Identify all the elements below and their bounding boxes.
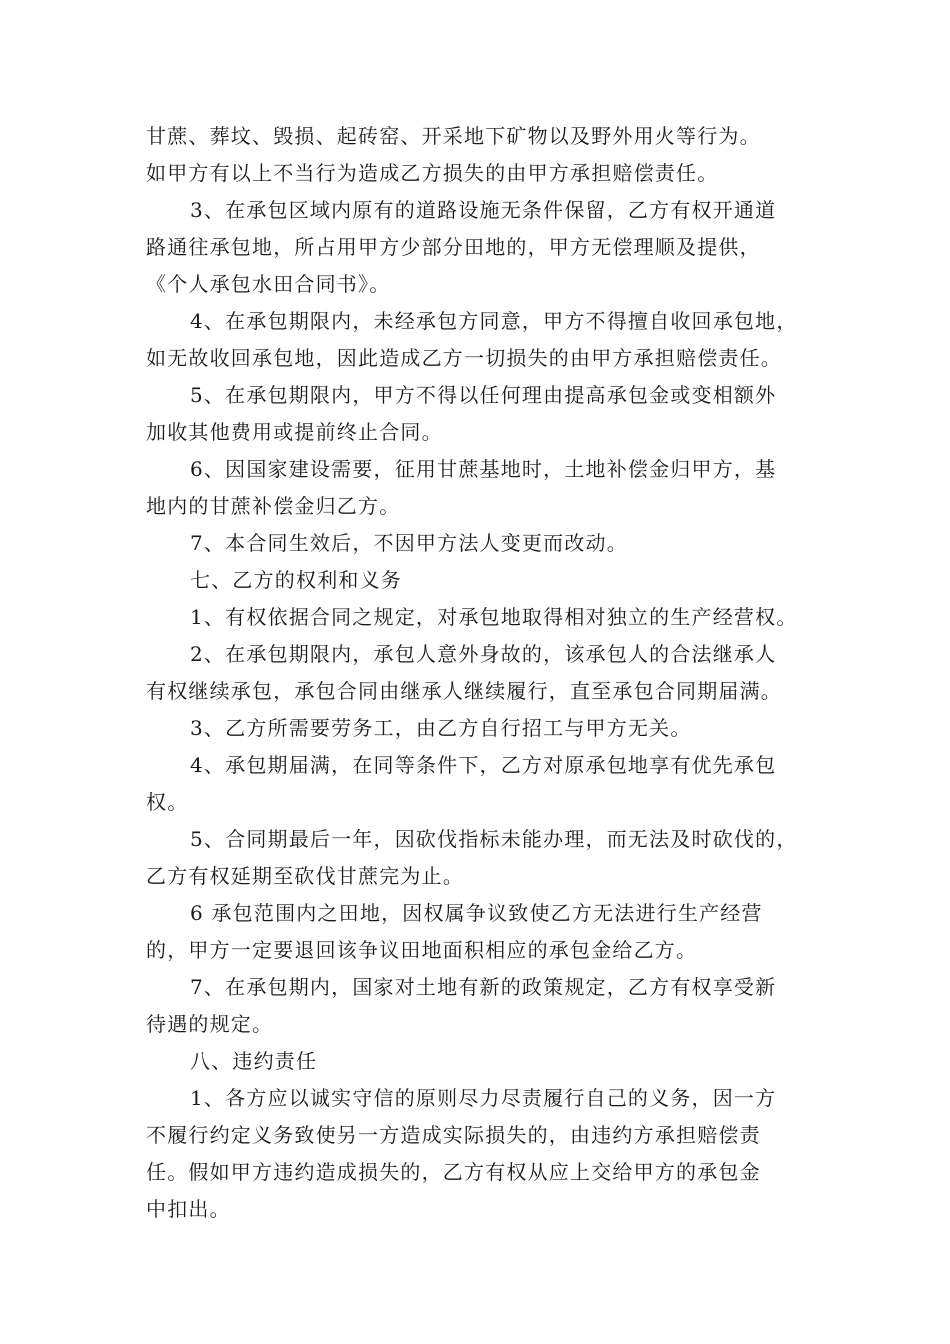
text-line: 任。假如甲方违约造成损失的，乙方有权从应上交给甲方的承包金 — [146, 1160, 761, 1184]
text-line: 待遇的规定。 — [146, 1012, 274, 1036]
section-heading: 八、违约责任 — [190, 1049, 318, 1073]
text-line: 5、合同期最后一年，因砍伐指标未能办理，而无法及时砍伐的， — [190, 827, 798, 851]
text-line: 5、在承包期限内，甲方不得以任何理由提高承包金或变相额外 — [190, 383, 777, 407]
text-line: 4、在承包期限内，未经承包方同意，甲方不得擅自收回承包地， — [190, 309, 798, 333]
text-line: 地内的甘蔗补偿金归乙方。 — [146, 494, 401, 518]
text-line: 不履行约定义务致使另一方造成实际损失的，由违约方承担赔偿责 — [146, 1123, 761, 1147]
text-line: 3、乙方所需要劳务工，由乙方自行招工与甲方无关。 — [190, 716, 692, 740]
text-line: 7、在承包期内，国家对土地有新的政策规定，乙方有权享受新 — [190, 975, 777, 999]
text-line: 加收其他费用或提前终止合同。 — [146, 420, 443, 444]
text-line: 7、本合同生效后，不因甲方法人变更而改动。 — [190, 531, 628, 555]
text-line: 权。 — [146, 790, 189, 814]
text-line: 6 承包范围内之田地，因权属争议致使乙方无法进行生产经营 — [190, 901, 763, 925]
text-line: 1、有权依据合同之规定，对承包地取得相对独立的生产经营权。 — [190, 605, 798, 629]
text-line: 3、在承包区域内原有的道路设施无条件保留，乙方有权开通道 — [190, 198, 777, 222]
text-line: 甘蔗、葬坟、毁损、起砖窑、开采地下矿物以及野外用火等行为。 — [146, 124, 761, 148]
text-line: 乙方有权延期至砍伐甘蔗完为止。 — [146, 864, 464, 888]
section-heading: 七、乙方的权利和义务 — [190, 568, 402, 592]
text-line: 《个人承包水田合同书》。 — [146, 272, 391, 296]
text-line: 4、承包期届满，在同等条件下，乙方对原承包地享有优先承包 — [190, 753, 777, 777]
text-line: 的，甲方一定要退回该争议田地面积相应的承包金给乙方。 — [146, 938, 698, 962]
document-body — [146, 118, 810, 1228]
text-line: 2、在承包期限内，承包人意外身故的，该承包人的合法继承人 — [190, 642, 777, 666]
text-line: 如无故收回承包地，因此造成乙方一切损失的由甲方承担赔偿责任。 — [146, 346, 782, 370]
text-line: 路通往承包地，所占用甲方少部分田地的，甲方无偿理顺及提供， — [146, 235, 761, 259]
text-line: 1、各方应以诚实守信的原则尽力尽责履行自己的义务，因一方 — [190, 1086, 777, 1110]
text-line: 中扣出。 — [146, 1197, 231, 1221]
text-line: 如甲方有以上不当行为造成乙方损失的由甲方承担赔偿责任。 — [146, 161, 719, 185]
text-line: 6、因国家建设需要，征用甘蔗基地时，土地补偿金归甲方，基 — [190, 457, 777, 481]
text-line: 有权继续承包，承包合同由继承人继续履行，直至承包合同期届满。 — [146, 679, 782, 703]
